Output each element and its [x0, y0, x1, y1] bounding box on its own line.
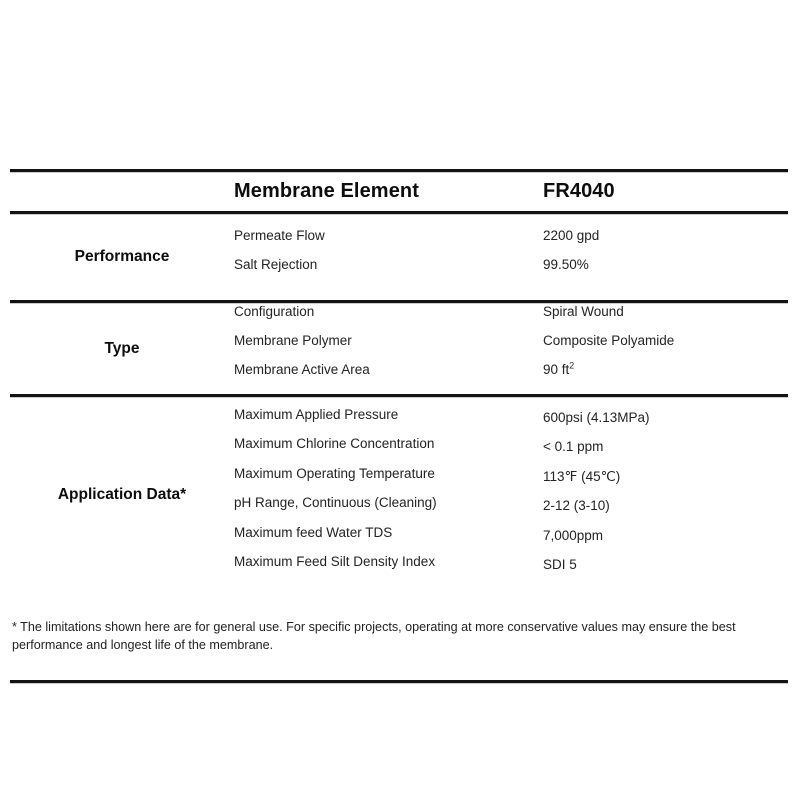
header-model-number: FR4040 [543, 180, 615, 202]
spec-name: Maximum Chlorine Concentration [234, 436, 435, 451]
table-row [234, 228, 788, 257]
table-row [234, 257, 788, 286]
header-element-name: Membrane Element [234, 180, 419, 202]
spec-name: Maximum feed Water TDS [234, 524, 393, 540]
table-row [234, 525, 788, 555]
section-label-application-data: Application Data* [57, 486, 187, 503]
spec-name: Maximum Applied Pressure [234, 406, 399, 422]
spec-value: Spiral Wound [543, 304, 624, 319]
table-row [234, 554, 788, 584]
table-bottom-rule [10, 680, 788, 683]
spec-value: 2-12 (3-10) [543, 498, 610, 513]
spec-name: Maximum Operating Temperature [234, 465, 435, 481]
table-header-row [10, 172, 788, 211]
spec-value: 99.50% [543, 257, 589, 272]
section-label-type: Type [104, 339, 140, 357]
specification-table [10, 169, 788, 683]
spec-value-text: 90 ft [543, 362, 570, 377]
section-application-data [10, 397, 788, 593]
spec-value: 2200 gpd [543, 228, 600, 243]
table-row [234, 407, 788, 437]
section-rows-performance [234, 228, 788, 286]
table-row [234, 304, 788, 333]
table-row [234, 466, 788, 496]
table-row [234, 436, 788, 466]
section-type [10, 303, 788, 394]
spec-name: pH Range, Continuous (Cleaning) [234, 495, 437, 510]
spec-value: Composite Polyamide [543, 333, 675, 348]
section-label-performance: Performance [74, 248, 170, 265]
spec-value: 7,000ppm [543, 527, 604, 543]
spec-value: < 0.1 ppm [543, 439, 604, 454]
spec-value: 113℉ (45℃) [543, 468, 621, 484]
spec-name: Membrane Active Area [234, 362, 370, 377]
footnote-spacer [10, 655, 788, 680]
spec-name: Membrane Polymer [234, 333, 352, 348]
spec-name: Salt Rejection [234, 257, 318, 272]
spec-value [543, 362, 788, 377]
table-row [234, 333, 788, 362]
spec-value-superscript: 2 [569, 360, 575, 371]
section-rows-application-data [234, 407, 788, 584]
spec-name: Maximum Feed Silt Density Index [234, 554, 436, 569]
section-performance [10, 214, 788, 300]
spec-name: Configuration [234, 304, 315, 319]
spec-value: SDI 5 [543, 557, 577, 572]
section-rows-type [234, 304, 788, 393]
footnote-text: * The limitations shown here are for general use. For specific projects, operating at more conservative values may ensure the best performance and longest life of the membrane. [12, 620, 736, 652]
table-row [234, 362, 788, 393]
table-row [234, 495, 788, 525]
spec-value: 600psi (4.13MPa) [543, 409, 650, 425]
spec-name: Permeate Flow [234, 228, 325, 243]
